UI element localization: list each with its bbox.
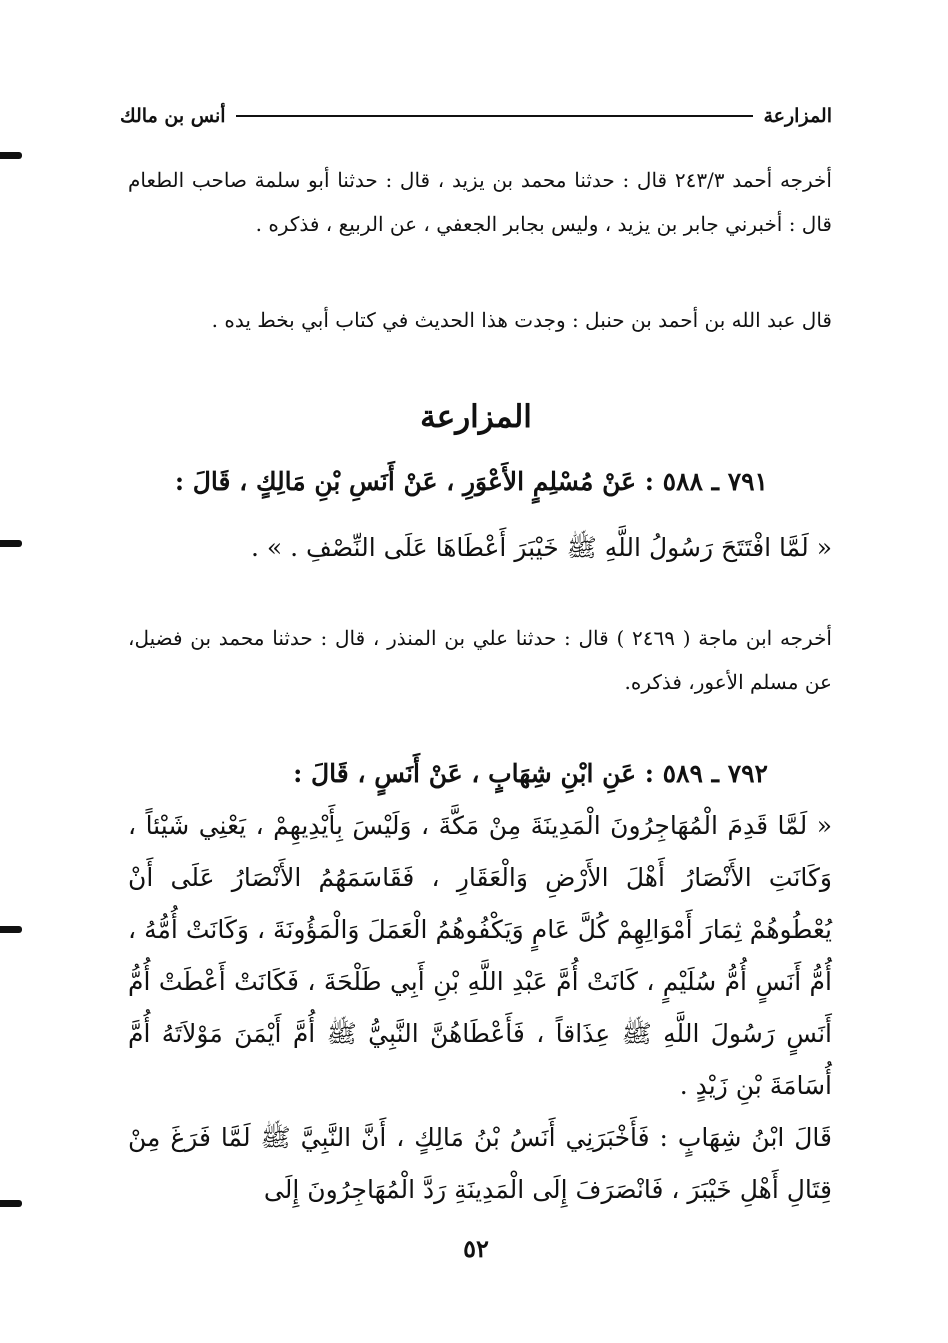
scan-margin-mark [0, 1200, 22, 1207]
hadith-792-heading: ٧٩٢ ـ ٥٨٩ : عَنِ ابْنِ شِهَابٍ ، عَنْ أَنَسٍ ، قَالَ : [293, 759, 768, 788]
hadith-791-heading: ٧٩١ ـ ٥٨٨ : عَنْ مُسْلِمٍ الأَعْوَرِ ، عَنْ أَنَسِ بْنِ مَالِكٍ ، قَالَ : [174, 467, 768, 496]
header-section-title: المزارعة [763, 105, 832, 127]
page-number: ٥٢ [463, 1234, 489, 1263]
note-paragraph-ahmad: أخرجه أحمد ٢٤٣/٣ قال : حدثنا محمد بن يزيد ، قال : حدثنا أبو سلمة صاحب الطعام قال : أخبرني جابر بن يزيد ، وليس بجابر الجعفي ، عن الربيع ، فذكره . [128, 168, 832, 236]
note-paragraph-ibn-majah: أخرجه ابن ماجة ( ٢٤٦٩ ) قال : حدثنا علي بن المنذر ، قال : حدثنا محمد بن فضيل، عن مسلم الأعور، فذكره. [128, 626, 832, 694]
header-rule [236, 115, 754, 117]
scan-margin-mark [0, 540, 22, 547]
hadith-792-continuation: قَالَ ابْنُ شِهَابٍ : فَأَخْبَرَنِي أَنَسُ بْنُ مَالِكٍ ، أَنَّ النَّبِيَّ ﷺ لَمَّا فَرَغَ مِنْ قِتَالِ أَهْلِ خَيْبَرَ ، فَانْصَرَفَ إِلَى الْمَدِينَةِ رَدَّ الْمُهَاجِرُونَ إِلَى [128, 1123, 832, 1204]
hadith-792-text: « لَمَّا قَدِمَ الْمُهَاجِرُونَ الْمَدِينَةَ مِنْ مَكَّةَ ، وَلَيْسَ بِأَيْدِيهِمْ ، يَعْنِي شَيْئاً ، وَكَانَتِ الأَنْصَارُ أَهْلَ الأَرْضِ وَالْعَقَارِ ، فَقَاسَمَهُمُ الأَنْصَارُ عَلَى أَنْ يُعْطُوهُمْ ثِمَارَ أَمْوَالِهِمْ كُلَّ عَامٍ وَيَكْفُوهُمُ الْعَمَلَ وَالْمَؤُونَةَ ، وَكَانَتْ أُمُّهُ ، أُمُّ أَنَسٍ أُمُّ سُلَيْمٍ ، كَانَتْ أُمَّ عَبْدِ اللَّهِ بْنِ أَبِي طَلْحَةَ ، فَكَانَتْ أَعْطَتْ أُمُّ أَنَسٍ رَسُولَ اللَّهِ ﷺ عِذَاقاً ، فَأَعْطَاهُنَّ النَّبِيُّ ﷺ أُمَّ أَيْمَنَ مَوْلاَتَهُ أُمَّ أُسَامَةَ بْنِ زَيْدٍ . [128, 811, 832, 1100]
hadith-791-text: « لَمَّا افْتَتَحَ رَسُولُ اللَّهِ ﷺ خَيْبَرَ أَعْطَاهَا عَلَى النِّصْفِ . » . [250, 533, 832, 562]
note-paragraph-abdullah: قال عبد الله بن أحمد بن حنبل : وجدت هذا الحديث في كتاب أبي بخط يده . [211, 308, 832, 332]
header-narrator: أنس بن مالك [120, 105, 226, 127]
scan-margin-mark [0, 926, 22, 933]
running-header [120, 96, 832, 136]
scan-margin-mark [0, 152, 22, 159]
section-title: المزارعة [420, 399, 532, 435]
